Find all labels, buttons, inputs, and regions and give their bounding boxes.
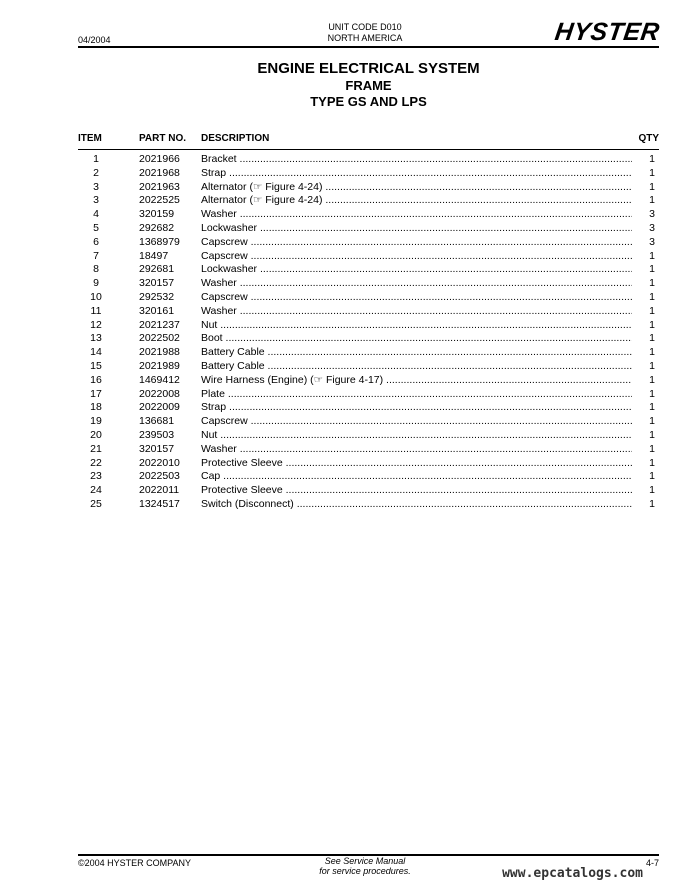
row-part-no: 2022008 (139, 387, 180, 400)
row-part-no: 1368979 (139, 235, 180, 248)
row-qty: 1 (649, 290, 655, 303)
row-description: Boot ..... (201, 332, 632, 346)
row-description: Plate ..... (201, 388, 632, 402)
table-row (78, 360, 659, 374)
table-row (78, 429, 659, 443)
table-row (78, 415, 659, 429)
row-item: 21 (90, 442, 102, 455)
row-part-no: 2021963 (139, 180, 180, 193)
row-part-no: 2021988 (139, 346, 180, 359)
row-description: Washer ..... (201, 305, 632, 319)
row-part-no: 2022009 (139, 401, 180, 414)
row-description: Bracket ..... (201, 153, 632, 167)
row-qty: 1 (649, 497, 655, 510)
table-row (78, 208, 659, 222)
header-unit-info (300, 22, 430, 44)
row-part-no: 18497 (139, 249, 169, 262)
row-item: 5 (93, 221, 99, 234)
row-part-no: 2022503 (139, 470, 180, 483)
row-part-no: 2021966 (139, 153, 180, 165)
footer-note-line-1: See Service Manual (324, 856, 406, 866)
row-description: Switch (Disconnect) ..... (201, 498, 632, 512)
col-qty: QTY (638, 133, 659, 144)
footer-note-line-2: for service procedures. (319, 866, 411, 876)
row-description: Battery Cable ..... (201, 360, 632, 374)
row-item: 3 (93, 180, 99, 193)
footer-copyright: ©2004 HYSTER COMPANY (78, 858, 191, 868)
row-description: Capscrew ..... (201, 415, 632, 429)
row-item: 20 (90, 428, 102, 441)
row-description: Protective Sleeve ..... (201, 457, 632, 471)
row-description: Capscrew ..... (201, 291, 632, 305)
row-qty: 1 (649, 180, 655, 193)
row-part-no: 2022525 (139, 194, 180, 207)
row-qty: 1 (649, 442, 655, 455)
row-description: Capscrew ..... (201, 236, 632, 250)
row-item: 1 (93, 153, 99, 165)
row-qty: 1 (649, 332, 655, 345)
row-part-no: 2021989 (139, 359, 180, 372)
table-row (78, 250, 659, 264)
unit-code: UNIT CODE D010 (328, 22, 402, 32)
row-part-no: 2022011 (139, 484, 180, 497)
row-qty: 1 (649, 166, 655, 179)
table-row (78, 332, 659, 346)
title-line-3: TYPE GS AND LPS (310, 94, 427, 109)
table-row (78, 388, 659, 402)
row-qty: 1 (649, 415, 655, 428)
row-part-no: 2021968 (139, 166, 180, 179)
table-row (78, 498, 659, 512)
row-description: Alternator (☞ Figure 4-24) ..... (201, 194, 632, 208)
table-header-divider (78, 149, 659, 150)
row-qty: 1 (649, 194, 655, 207)
row-item: 10 (90, 290, 102, 303)
row-qty: 1 (649, 428, 655, 441)
row-description: Washer ..... (201, 277, 632, 291)
row-item: 4 (93, 208, 99, 221)
watermark: www.epcatalogs.com (502, 866, 643, 881)
table-row (78, 153, 659, 167)
table-row (78, 236, 659, 250)
row-description: Strap ..... (201, 401, 632, 415)
row-part-no: 320159 (139, 208, 175, 221)
row-qty: 1 (649, 484, 655, 497)
row-qty: 1 (649, 456, 655, 469)
row-part-no: 2022502 (139, 332, 180, 345)
table-row (78, 194, 659, 208)
table-row (78, 319, 659, 333)
row-qty: 1 (649, 373, 655, 386)
row-item: 7 (93, 249, 99, 262)
col-item: ITEM (78, 133, 102, 144)
row-description: Capscrew ..... (201, 250, 632, 264)
row-part-no: 136681 (139, 415, 175, 428)
row-item: 9 (93, 277, 99, 290)
title-line-1: ENGINE ELECTRICAL SYSTEM (257, 60, 480, 77)
row-part-no: 239503 (139, 428, 175, 441)
row-item: 19 (90, 415, 102, 428)
row-part-no: 292681 (139, 263, 175, 276)
parts-table-body (78, 153, 659, 512)
row-qty: 1 (649, 249, 655, 262)
table-row (78, 167, 659, 181)
table-row (78, 457, 659, 471)
row-qty: 1 (649, 470, 655, 483)
row-item: 12 (90, 318, 102, 331)
table-row (78, 305, 659, 319)
row-qty: 1 (649, 318, 655, 331)
row-item: 11 (90, 304, 102, 317)
region: NORTH AMERICA (327, 33, 403, 43)
footer-note (300, 856, 430, 876)
row-description: Lockwasher ..... (201, 222, 632, 236)
row-qty: 1 (649, 387, 655, 400)
row-item: 16 (90, 373, 102, 386)
row-item: 24 (90, 484, 102, 497)
row-description: Nut ..... (201, 319, 632, 333)
row-qty: 1 (649, 346, 655, 359)
row-item: 23 (90, 470, 102, 483)
header-date: 04/2004 (78, 35, 111, 45)
col-part-no: PART NO. (139, 133, 187, 144)
row-description: Strap ..... (201, 167, 632, 181)
row-description: Washer ..... (201, 208, 632, 222)
header-divider (78, 46, 659, 48)
row-item: 6 (93, 235, 99, 248)
table-row (78, 263, 659, 277)
table-row (78, 346, 659, 360)
row-description: Battery Cable ..... (201, 346, 632, 360)
row-item: 3 (93, 194, 99, 207)
row-part-no: 292682 (139, 221, 175, 234)
row-part-no: 1469412 (139, 373, 180, 386)
table-row (78, 470, 659, 484)
row-description: Alternator (☞ Figure 4-24) ..... (201, 181, 632, 195)
table-row (78, 401, 659, 415)
row-part-no: 320161 (139, 304, 175, 317)
row-item: 17 (90, 387, 102, 400)
row-qty: 1 (649, 401, 655, 414)
hyster-logo: HYSTER (552, 18, 662, 46)
row-qty: 3 (649, 235, 655, 248)
row-qty: 1 (649, 263, 655, 276)
row-qty: 1 (649, 359, 655, 372)
row-item: 22 (90, 456, 102, 469)
col-description: DESCRIPTION (201, 133, 270, 144)
title-line-2: FRAME (345, 78, 392, 93)
table-row (78, 484, 659, 498)
row-item: 13 (90, 332, 102, 345)
table-row (78, 277, 659, 291)
table-row (78, 374, 659, 388)
row-item: 25 (90, 497, 102, 510)
row-item: 2 (93, 166, 99, 179)
row-qty: 1 (649, 304, 655, 317)
row-item: 8 (93, 263, 99, 276)
row-description: Nut ..... (201, 429, 632, 443)
row-part-no: 320157 (139, 442, 175, 455)
row-part-no: 320157 (139, 277, 175, 290)
table-row (78, 222, 659, 236)
row-description: Wire Harness (Engine) (☞ Figure 4-17) ..... (201, 374, 632, 388)
row-description: Washer ..... (201, 443, 632, 457)
row-part-no: 2022010 (139, 456, 180, 469)
row-item: 14 (90, 346, 102, 359)
row-qty: 1 (649, 277, 655, 290)
row-part-no: 1324517 (139, 497, 180, 510)
table-row (78, 443, 659, 457)
row-item: 15 (90, 359, 102, 372)
row-qty: 1 (649, 153, 655, 165)
page-number: 4-7 (645, 858, 659, 868)
row-part-no: 292532 (139, 290, 175, 303)
row-description: Lockwasher ..... (201, 263, 632, 277)
table-row (78, 291, 659, 305)
parts-table-header (78, 133, 659, 148)
table-row (78, 181, 659, 195)
page-title (78, 60, 659, 110)
row-qty: 3 (649, 208, 655, 221)
row-description: Cap ..... (201, 470, 632, 484)
row-qty: 3 (649, 221, 655, 234)
row-item: 18 (90, 401, 102, 414)
row-description: Protective Sleeve ..... (201, 484, 632, 498)
row-part-no: 2021237 (139, 318, 180, 331)
